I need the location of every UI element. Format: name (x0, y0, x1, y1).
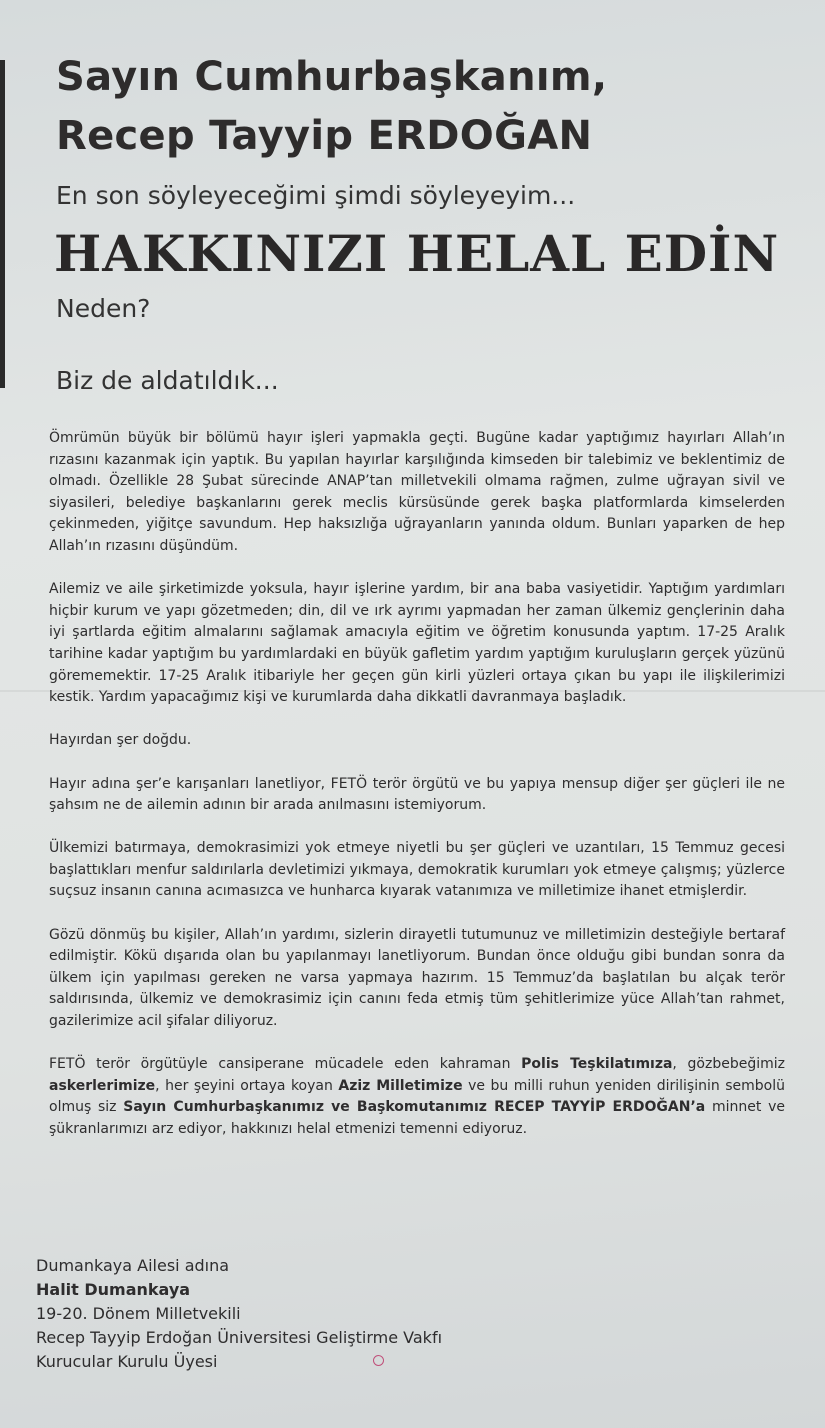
signature-org: Recep Tayyip Erdoğan Üniversitesi Geliştirme Vakfı (36, 1328, 443, 1347)
signature-role: Kurucular Kurulu Üyesi (36, 1352, 218, 1371)
p7-text-1: FETÖ terör örgütüyle cansiperane mücadele eden kahraman (49, 1056, 522, 1073)
paragraph-4: Hayır adına şer’e karışanları lanetliyor, FETÖ terör örgütü ve bu yapıya mensup diğer şer güçleri ile ne şahsım ne de ailemin adının bir arada anılmasını istemiyorum. (49, 775, 785, 814)
p7-text-3: , her şeyini ortaya koyan (155, 1077, 339, 1094)
paragraph-6: Gözü dönmüş bu kişiler, Allah’ın yardımı, sizlerin dirayetli tutumunuz ve milletimizin desteğiyle bertaraf edilmiştir. Kökü dışarıda olan bu yapılanmayı lanetliyorum. Bundan önce olduğu gibi bundan sonra da ülkem için yapılması gereken ne varsa yapmaya hazırım. 15 Temmuz’da başlatılan bu alçak terör saldırısında, ülkemiz ve demokrasimiz için canını feda etmiş tüm şehitlerimize yüce Allah’tan rahmet, gazilerimize acil şifalar diliyoruz. (49, 926, 785, 1030)
paragraph-3: Hayırdan şer doğdu. (49, 732, 192, 749)
p7-text-5: minnet ve şükranlarımızı arz ediyor, hakkınızı helal etmenizi temenni ediyoruz. (49, 1099, 785, 1137)
letter-body (49, 428, 785, 1162)
p7-bold-police: Polis Teşkilatımıza (521, 1056, 673, 1073)
p7-text-2: , gözbebeğimiz (672, 1056, 785, 1073)
subtitle: En son söyleyeceğimi şimdi söyleyeyim... (56, 181, 576, 210)
p7-bold-nation: Aziz Milletimize (338, 1077, 463, 1094)
question: Neden? (56, 294, 151, 323)
left-edge-bar (0, 60, 5, 388)
ink-mark (373, 1355, 384, 1366)
headline-line2: Recep Tayyip ERDOĞAN (56, 113, 593, 159)
signature-family: Dumankaya Ailesi adına (36, 1256, 230, 1275)
p7-bold-president: Sayın Cumhurbaşkanımız ve Başkomutanımız RECEP TAYYİP ERDOĞAN’a (123, 1099, 706, 1116)
paragraph-2: Ailemiz ve aile şirketimizde yoksula, hayır işlerine yardım, bir ana baba vasiyetidir. Yaptığım yardımları hiçbir kurum ve yapı gözetmeden; din, dil ve ırk ayrımı yapmadan her zaman ülkemiz gençlerinin daha iyi şartlarda eğitim almalarını sağlamak amacıyla eğitim ve öğretim konusunda yaptım. 17-25 Aralık tarihine kadar yaptığım bu yardımlardaki en büyük gafletim yardım yaptığım kuruluşların gerçek yüzünü görememektir. 17-25 Aralık itibariyle her geçen gün kirli yüzleri ortaya çıkan bu yapı ile ilişkilerimizi kestik. Yardım yapacağımız kişi ve kurumlarda daha dikkatli davranmaya başladık. (49, 581, 785, 706)
paragraph-1: Ömrümün büyük bir bölümü hayır işleri yapmakla geçti. Bugüne kadar yaptığımız hayırları Allah’ın rızasını kazanmak için yaptık. Bu yapılan hayırlar karşılığında kimseden bir talebimiz ve beklentimiz de olmadı. Özellikle 28 Şubat sürecinde ANAP’tan milletvekili olmama rağmen, zulme uğrayan sivil ve siyasileri, belediye başkanlarını gerek meclis kürsüsünde gerek başka platformlarda kimselerden çekinmeden, yiğitçe savundum. Hep haksızlığa uğrayanların yanında oldum. Bunları yaparken de hep Allah’ın rızasını düşündüm. (49, 430, 785, 554)
paragraph-5: Ülkemizi batırmaya, demokrasimizi yok etmeye niyetli bu şer güçleri ve uzantıları, 15 Temmuz gecesi başlattıkları menfur saldırılarla devletimizi yıkmaya, demokratik kurumları yok etmeye çalışmış; yüzlerce suçsuz insanın canına acımasızca ve hunharca kıyarak vatanımıza ve milletimize ihanet etmişlerdir. (49, 840, 785, 900)
p7-text-4: ve bu milli ruhun yeniden dirilişinin sembolü olmuş siz (49, 1077, 785, 1116)
answer: Biz de aldatıldık... (56, 366, 279, 395)
p7-bold-soldiers: askerlerimize (49, 1077, 156, 1094)
signature-name: Halit Dumankaya (36, 1280, 191, 1299)
signature-title: 19-20. Dönem Milletvekili (36, 1304, 241, 1323)
paragraph-7 (49, 1054, 785, 1140)
headline-line1: Sayın Cumhurbaşkanım, (56, 54, 608, 100)
main-headline: HAKKINIZI HELAL EDİN (54, 224, 780, 283)
